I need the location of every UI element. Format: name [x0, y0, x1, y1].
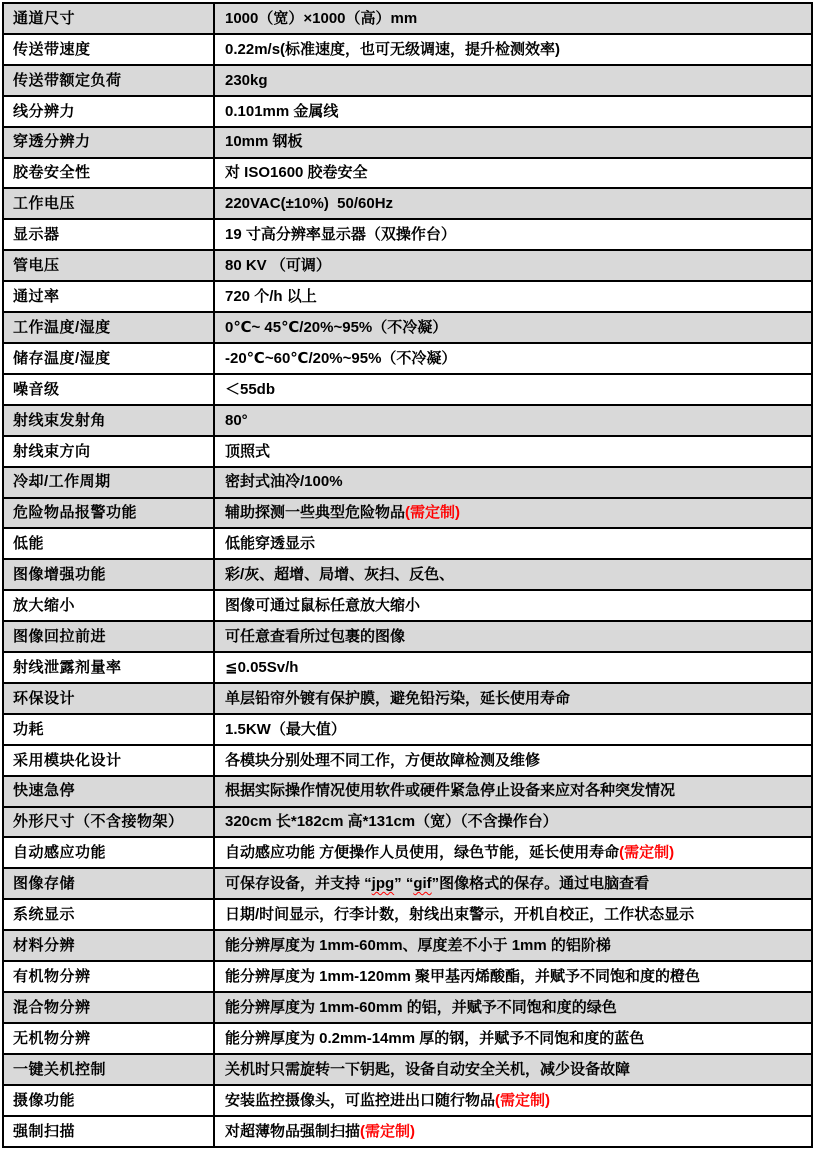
spec-value-segment: 自动感应功能 方便操作人员使用，绿色节能，延长使用寿命 [225, 844, 620, 862]
spec-value [214, 3, 812, 34]
spec-label: 噪音级 [3, 374, 214, 405]
spec-value-segment: 可任意查看所过包裹的图像 [225, 627, 406, 645]
spec-value [214, 683, 812, 714]
spec-value [214, 34, 812, 65]
spec-value [214, 250, 812, 281]
spec-value-segment: 能分辨厚度为 1mm-120mm 聚甲基丙烯酸酯，并赋予不同饱和度的橙色 [225, 967, 701, 985]
spec-value-segment: 根据实际操作情况使用软件或硬件紧急停止设备来应对各种突发情况 [225, 782, 676, 800]
spec-value-segment: 230kg [225, 71, 268, 89]
spec-table [2, 2, 813, 1148]
spec-label: 通道尺寸 [3, 3, 214, 34]
spec-value [214, 621, 812, 652]
table-row [3, 158, 812, 189]
spec-value-segment: jpg [371, 875, 395, 893]
spec-value-segment: 日期/时间显示，行李计数，射线出束警示，开机自校正，工作状态显示 [225, 906, 695, 924]
spec-value [214, 65, 812, 96]
spec-label: 系统显示 [3, 899, 214, 930]
spec-value-segment: 安装监控摄像头，可监控进出口随行物品 [225, 1091, 496, 1109]
spec-value-segment: 能分辨厚度为 1mm-60mm 的铝，并赋予不同饱和度的绿色 [225, 998, 617, 1016]
spec-value-segment: 单层铅帘外镀有保护膜，避免铅污染，延长使用寿命 [225, 689, 571, 707]
spec-value [214, 312, 812, 343]
table-row [3, 683, 812, 714]
spec-value-segment: 720 个/h 以上 [225, 287, 317, 305]
table-row [3, 745, 812, 776]
spec-label: 快速急停 [3, 776, 214, 807]
spec-label: 显示器 [3, 219, 214, 250]
spec-value-segment: ＜55db [225, 380, 276, 398]
spec-value [214, 652, 812, 683]
table-row [3, 559, 812, 590]
spec-label: 工作温度/湿度 [3, 312, 214, 343]
table-row [3, 34, 812, 65]
spec-label: 储存温度/湿度 [3, 343, 214, 374]
spec-value [214, 590, 812, 621]
spec-value [214, 868, 812, 899]
spec-label: 工作电压 [3, 188, 214, 219]
table-row [3, 1023, 812, 1054]
spec-value [214, 1054, 812, 1085]
spec-label: 有机物分辨 [3, 961, 214, 992]
spec-label: 放大缩小 [3, 590, 214, 621]
spec-value-segment: 320cm 长*182cm 高*131cm（宽）（不含操作台） [225, 813, 558, 831]
spec-value-segment: ”图像格式的保存。通过电脑查看 [431, 875, 650, 893]
spec-value [214, 467, 812, 498]
spec-label: 材料分辨 [3, 930, 214, 961]
spec-value-segment: -20℃~60℃/20%~95%（不冷凝） [225, 349, 457, 367]
table-row [3, 899, 812, 930]
spec-value [214, 1085, 812, 1116]
spec-value-segment: 能分辨厚度为 0.2mm-14mm 厚的钢，并赋予不同饱和度的蓝色 [225, 1029, 645, 1047]
spec-value [214, 281, 812, 312]
spec-value [214, 528, 812, 559]
spec-value-segment: 辅助探测一些典型危险物品 [225, 504, 406, 522]
spec-label: 胶卷安全性 [3, 158, 214, 189]
table-row [3, 127, 812, 158]
spec-value-segment: gif [413, 875, 432, 893]
spec-value-segment: 关机时只需旋转一下钥匙，设备自动安全关机，减少设备故障 [225, 1060, 631, 1078]
spec-label: 射线束发射角 [3, 405, 214, 436]
spec-label: 图像回拉前进 [3, 621, 214, 652]
table-row [3, 219, 812, 250]
spec-value-segment: 1000（宽）×1000（高）mm [225, 9, 418, 27]
table-row [3, 776, 812, 807]
spec-label: 射线束方向 [3, 436, 214, 467]
spec-value [214, 930, 812, 961]
spec-value [214, 837, 812, 868]
spec-value [214, 961, 812, 992]
spec-value-segment: 顶照式 [225, 442, 271, 460]
spec-value-segment: 各模块分别处理不同工作，方便故障检测及维修 [225, 751, 541, 769]
spec-label: 自动感应功能 [3, 837, 214, 868]
spec-value-segment: 80° [225, 411, 248, 429]
spec-value-segment: 对 ISO1600 胶卷安全 [225, 164, 368, 182]
spec-label: 射线泄露剂量率 [3, 652, 214, 683]
spec-value-segment: (需定制) [619, 844, 675, 862]
spec-label: 混合物分辨 [3, 992, 214, 1023]
spec-value-segment: 0℃~ 45℃/20%~95%（不冷凝） [225, 318, 448, 336]
spec-label: 管电压 [3, 250, 214, 281]
table-row [3, 807, 812, 838]
table-row [3, 1054, 812, 1085]
spec-value-segment: 图像可通过鼠标任意放大缩小 [225, 597, 421, 615]
spec-value-segment: 1.5KW（最大值） [225, 720, 346, 738]
spec-label: 无机物分辨 [3, 1023, 214, 1054]
table-row [3, 96, 812, 127]
table-row [3, 343, 812, 374]
spec-table-body [3, 3, 812, 1147]
spec-label: 线分辨力 [3, 96, 214, 127]
spec-label: 摄像功能 [3, 1085, 214, 1116]
spec-value [214, 807, 812, 838]
table-row [3, 188, 812, 219]
table-row [3, 590, 812, 621]
spec-label: 危险物品报警功能 [3, 498, 214, 529]
spec-value [214, 374, 812, 405]
spec-value [214, 899, 812, 930]
spec-value [214, 1116, 812, 1147]
table-row [3, 961, 812, 992]
spec-value-segment: ≦0.05Sv/h [225, 658, 299, 676]
spec-label: 图像增强功能 [3, 559, 214, 590]
table-row [3, 868, 812, 899]
spec-value [214, 1023, 812, 1054]
table-row [3, 528, 812, 559]
table-row [3, 930, 812, 961]
table-row [3, 837, 812, 868]
spec-label: 冷却/工作周期 [3, 467, 214, 498]
table-row [3, 714, 812, 745]
spec-value-segment: 0.22m/s(标准速度，也可无级调速，提升检测效率) [225, 40, 561, 58]
spec-value [214, 745, 812, 776]
spec-value-segment: 彩/灰、超增、局增、灰扫、反色、 [225, 566, 455, 584]
spec-value [214, 436, 812, 467]
spec-label: 传送带速度 [3, 34, 214, 65]
table-row [3, 621, 812, 652]
spec-value-segment: (需定制) [360, 1122, 416, 1140]
spec-value-segment: 80 KV （可调） [225, 257, 331, 275]
table-row [3, 436, 812, 467]
spec-label: 传送带额定负荷 [3, 65, 214, 96]
table-row [3, 250, 812, 281]
spec-value-segment: 0.101mm 金属线 [225, 102, 339, 120]
spec-label: 环保设计 [3, 683, 214, 714]
spec-value [214, 127, 812, 158]
spec-label: 穿透分辨力 [3, 127, 214, 158]
table-row [3, 992, 812, 1023]
spec-value-segment: (需定制) [405, 504, 461, 522]
spec-label: 外形尺寸（不含接物架） [3, 807, 214, 838]
table-row [3, 65, 812, 96]
table-row [3, 374, 812, 405]
spec-value-segment: 可保存设备，并支持 “ [225, 875, 372, 893]
spec-label: 图像存储 [3, 868, 214, 899]
spec-value [214, 96, 812, 127]
spec-value [214, 158, 812, 189]
table-row [3, 467, 812, 498]
spec-label: 采用模块化设计 [3, 745, 214, 776]
table-row [3, 498, 812, 529]
spec-value-segment: 能分辨厚度为 1mm-60mm、厚度差不小于 1mm 的铝阶梯 [225, 937, 611, 955]
spec-value [214, 714, 812, 745]
spec-value-segment: (需定制) [495, 1091, 551, 1109]
table-row [3, 1085, 812, 1116]
table-row [3, 652, 812, 683]
table-row [3, 405, 812, 436]
table-row [3, 312, 812, 343]
spec-value [214, 498, 812, 529]
spec-value-segment: 密封式油冷/100% [225, 473, 343, 491]
spec-label: 通过率 [3, 281, 214, 312]
spec-value-segment: 19 寸高分辨率显示器（双操作台） [225, 226, 456, 244]
spec-value [214, 343, 812, 374]
table-row [3, 281, 812, 312]
table-row [3, 1116, 812, 1147]
spec-value-segment: 对超薄物品强制扫描 [225, 1122, 361, 1140]
spec-value [214, 776, 812, 807]
spec-label: 低能 [3, 528, 214, 559]
table-row [3, 3, 812, 34]
spec-value [214, 559, 812, 590]
spec-value [214, 188, 812, 219]
spec-value [214, 219, 812, 250]
spec-value-segment: ” “ [394, 875, 414, 893]
spec-value [214, 992, 812, 1023]
spec-label: 强制扫描 [3, 1116, 214, 1147]
spec-value-segment: 220VAC(±10%) 50/60Hz [225, 195, 394, 213]
spec-value-segment: 低能穿透显示 [225, 535, 316, 553]
spec-value-segment: 10mm 钢板 [225, 133, 303, 151]
spec-label: 功耗 [3, 714, 214, 745]
spec-label: 一键关机控制 [3, 1054, 214, 1085]
spec-value [214, 405, 812, 436]
